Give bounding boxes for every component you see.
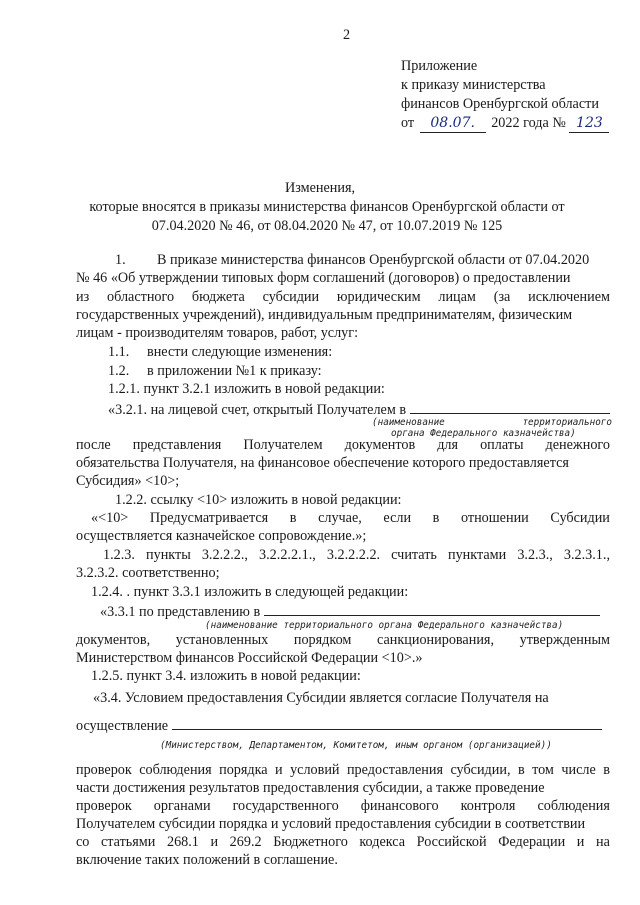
word: соблюдения <box>139 762 212 778</box>
word: Бюджетного <box>273 834 348 850</box>
word: государственного <box>232 798 339 814</box>
word: областного <box>107 289 175 305</box>
word: в <box>432 510 440 526</box>
word: и <box>210 834 219 850</box>
word: на <box>595 834 610 850</box>
word: 269.2 <box>229 834 262 850</box>
word: из <box>76 289 90 305</box>
word: считать <box>391 547 437 563</box>
word: 1.2.3. <box>103 547 135 563</box>
word: исключением <box>528 289 610 305</box>
word: территориального <box>522 417 612 428</box>
word: финансового <box>360 798 439 814</box>
para1-line3 <box>76 289 610 306</box>
word: представления <box>132 437 222 453</box>
quote-3-3-1-text <box>100 602 600 621</box>
word: для <box>437 437 459 453</box>
word: 3.2.2.2., <box>201 547 248 563</box>
word: в <box>289 510 297 526</box>
word: утвержденным <box>519 632 610 648</box>
word: юридическим <box>336 289 421 305</box>
word: статьями <box>101 834 156 850</box>
note-treasury-1 <box>372 417 612 428</box>
quote-3-4-line3 <box>76 762 610 779</box>
quote-3-4-line2 <box>76 716 602 735</box>
page-number: 2 <box>343 27 351 43</box>
word: 3.2.3.1., <box>563 547 610 563</box>
word: (наименование <box>372 417 445 428</box>
word: если <box>383 510 412 526</box>
word: (за <box>493 289 511 305</box>
doc-subtitle-line1: которые вносятся в приказы министерства финансов Оренбургской области от <box>89 199 565 215</box>
appendix-date-line <box>401 115 609 133</box>
word: «<10> <box>91 510 129 526</box>
quote-3-2-1-line4: Субсидия» <10>; <box>76 473 180 489</box>
item-1-2-text: в приложении №1 к приказу: <box>147 363 322 379</box>
item-1-2-2: 1.2.2. ссылку <10> изложить в новой редакции: <box>115 492 402 508</box>
word: и <box>576 834 585 850</box>
note-authority: (Министерством, Департаментом, Комитетом, иным органом (организацией)) <box>160 740 552 751</box>
item-1-2-4: 1.2.4. . пункт 3.3.1 изложить в следующей редакции: <box>91 584 409 600</box>
word: 3.2.2.2.2. <box>326 547 381 563</box>
para1-line5: лицам - производителям товаров, работ, услуг: <box>76 325 359 341</box>
quote-3-2-1-lead: «3.2.1. на лицевой счет, открытый Получателем в <box>108 402 407 418</box>
word: проверок <box>76 798 132 814</box>
word: порядком <box>293 632 352 648</box>
doc-subtitle-line2: 07.04.2020 № 46, от 08.04.2020 № 47, от 10.07.2019 № 125 <box>151 218 503 234</box>
quote-3-4-line1: «3.4. Условием предоставления Субсидии является согласие Получателя на <box>93 690 549 706</box>
quote-3-3-1-lead: «3.3.1 по представлению в <box>100 604 261 620</box>
para1-number: 1. <box>115 252 126 268</box>
number-field <box>569 115 609 133</box>
word: в <box>603 762 610 778</box>
word: пункты <box>146 547 191 563</box>
para1-line4: государственных учреждений), индивидуальным предпринимателям, физическим <box>76 307 573 323</box>
quote-3-4-line6: Получателем субсидии порядка и условий предоставления субсидии в соответствии <box>76 816 586 832</box>
word: санкционирования, <box>377 632 494 648</box>
word: том <box>532 762 554 778</box>
quote-3-2-1-line2 <box>76 437 610 454</box>
date-prefix: от <box>401 115 415 131</box>
quote-3-3-1-line2 <box>76 632 610 649</box>
word: в <box>517 762 525 778</box>
word: 3.2.2.2.1., <box>259 547 316 563</box>
word: 3.2.3., <box>517 547 553 563</box>
word: контроля <box>460 798 516 814</box>
word: субсидии <box>262 289 320 305</box>
item-1-2-1: 1.2.1. пункт 3.2.1 изложить в новой редакции: <box>108 381 385 397</box>
word: бюджета <box>191 289 245 305</box>
handwritten-date: 08.07. <box>430 115 475 131</box>
appendix-heading: Приложение <box>401 58 478 74</box>
word: условий <box>290 762 340 778</box>
word: лицам <box>438 289 476 305</box>
quote-3-4-line8: включение таких положений в соглашение. <box>76 852 338 868</box>
note-treasury-full: (наименование территориального органа Федерального казначейства) <box>205 620 564 631</box>
word: после <box>76 437 111 453</box>
item-1-1-number: 1.1. <box>108 344 130 360</box>
quote-3-4-line7 <box>76 834 610 851</box>
note-treasury-2: органа Федерального казначейства) <box>391 428 576 439</box>
word: случае, <box>318 510 362 526</box>
para1-line1: В приказе министерства финансов Оренбургской области от 07.04.2020 <box>157 252 590 268</box>
word: оплаты <box>480 437 524 453</box>
word: предоставления <box>346 762 443 778</box>
word: Предусматривается <box>149 510 269 526</box>
word: установленных <box>175 632 269 648</box>
item-1-2-3-line2: 3.2.3.2. соответственно; <box>76 565 220 581</box>
item-1-2-5: 1.2.5. пункт 3.4. изложить в новой редакции: <box>91 668 361 684</box>
word: со <box>76 834 90 850</box>
blank-line <box>172 716 602 730</box>
quote-3-4-line4: части достижения результатов предоставления субсидии, а также проведение <box>76 780 545 796</box>
word: субсидии, <box>450 762 511 778</box>
item-1-2-number: 1.2. <box>108 363 130 379</box>
date-field <box>420 115 486 133</box>
word: Федерации <box>498 834 566 850</box>
quote-10-line1 <box>91 510 610 527</box>
quote-10-line2: осуществляется казначейское сопровождение.»; <box>76 528 367 544</box>
word: документов, <box>76 632 151 648</box>
word: числе <box>561 762 596 778</box>
doc-title: Изменения, <box>284 180 356 196</box>
para1-line2: № 46 «Об утверждении типовых форм соглашений (договоров) о предоставлении <box>76 270 571 286</box>
word: проверок <box>76 762 132 778</box>
word: кодекса <box>359 834 406 850</box>
item-1-2-3-line1 <box>103 547 610 564</box>
word: денежного <box>545 437 610 453</box>
word: порядка <box>219 762 268 778</box>
quote-3-3-1-line3: Министерством финансов Российской Федерации <10>.» <box>76 650 423 666</box>
word: документов <box>344 437 416 453</box>
quote-3-2-1-line3: обязательства Получателя, на финансовое обеспечение которого предоставляется <box>76 455 569 471</box>
word: 268.1 <box>166 834 199 850</box>
word: Субсидии <box>550 510 610 526</box>
word: пунктами <box>447 547 507 563</box>
quote-3-4-prefix: осуществление <box>76 718 169 734</box>
item-1-1-text: внести следующие изменения: <box>147 344 333 360</box>
word: соблюдения <box>537 798 610 814</box>
word: Получателем <box>243 437 323 453</box>
blank-line <box>264 602 600 616</box>
word: и <box>275 762 283 778</box>
word: отношении <box>460 510 529 526</box>
word: Российской <box>416 834 487 850</box>
quote-3-4-line5 <box>76 798 610 815</box>
handwritten-number: 123 <box>576 115 603 131</box>
date-year: 2022 года № <box>491 115 566 131</box>
appendix-order-ref: к приказу министерства <box>401 77 546 93</box>
word: органами <box>153 798 211 814</box>
appendix-ministry: финансов Оренбургской области <box>401 96 599 112</box>
blank-line <box>410 400 610 414</box>
